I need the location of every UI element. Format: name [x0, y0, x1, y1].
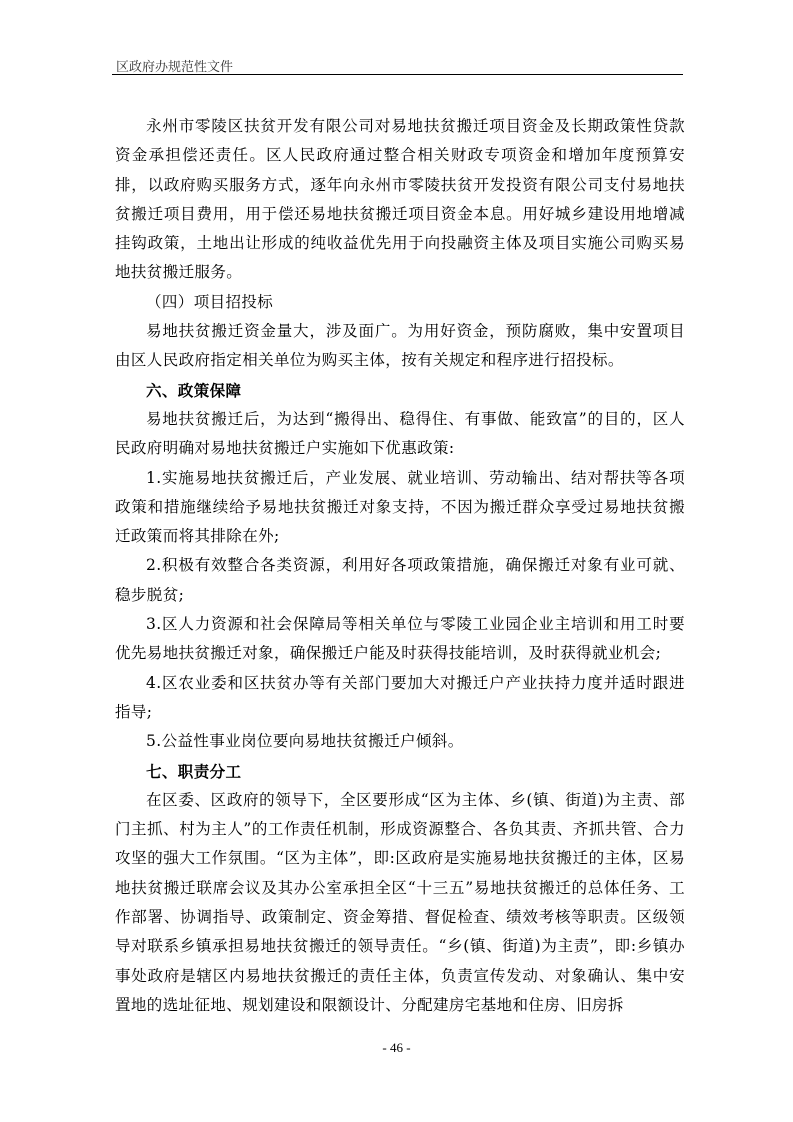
paragraph: 永州市零陵区扶贫开发有限公司对易地扶贫搬迁项目资金及长期政策性贷款资金承担偿还责任。区人民政府通过整合相关财政专项资金和增加年度预算安排，以政府购买服务方式，逐年向永州市零陵扶贫开发投资有限公司支付易地扶贫搬迁项目费用，用于偿还易地扶贫搬迁项目资金本息。用好城乡建设用地增减挂钩政策，土地出让形成的纯收益优先用于向投融资主体及项目实施公司购买易地扶贫搬迁服务。 — [115, 117, 685, 282]
page-number: - 46 - — [382, 1040, 411, 1055]
paragraph: 在区委、区政府的领导下，全区要形成“区为主体、乡(镇、街道)为主责、部门主抓、村为主人”的工作责任机制，形成资源整合、各负其责、齐抓共管、合力攻坚的强大工作氛围。“区为主体”，即:区政府是实施易地扶贫搬迁的主体，区易地扶贫搬迁联席会议及其办公室承担全区“十三五”易地扶贫搬迁的总体任务、工作部署、协调指导、政策制定、资金筹措、督促检查、绩效考核等职责。区级领导对联系乡镇承担易地扶贫搬迁的领导责任。“乡(镇、街道)为主责”，即:乡镇办事处政府是辖区内易地扶贫搬迁的责任主体，负责宣传发动、对象确认、集中安置地的选址征地、规划建设和限额设计、分配建房宅基地和住房、旧房拆 — [115, 790, 685, 1014]
list-item: 2.积极有效整合各类资源，利用好各项政策措施，确保搬迁对象有业可就、稳步脱贫; — [115, 556, 685, 604]
list-item: 1.实施易地扶贫搬迁后，产业发展、就业培训、劳动输出、结对帮扶等各项政策和措施继续给予易地扶贫搬迁对象支持，不因为搬迁群众享受过易地扶贫搬迁政策而将其排除在外; — [115, 468, 685, 546]
header-divider — [112, 74, 683, 75]
body-text — [115, 112, 685, 1020]
running-header: 区政府办规范性文件 — [116, 60, 234, 75]
section-heading: 七、职责分工 — [146, 761, 242, 781]
paragraph: 易地扶贫搬迁资金量大，涉及面广。为用好资金，预防腐败，集中安置项目由区人民政府指定相关单位为购买主体，按有关规定和程序进行招投标。 — [115, 322, 685, 370]
section-heading: 六、政策保障 — [146, 380, 242, 400]
paragraph: 易地扶贫搬迁后，为达到“搬得出、稳得住、有事做、能致富”的目的，区人民政府明确对易地扶贫搬迁户实施如下优惠政策: — [115, 409, 685, 458]
list-item: 3.区人力资源和社会保障局等相关单位与零陵工业园企业主培训和用工时要优先易地扶贫搬迁对象，确保搬迁户能及时获得技能培训，及时获得就业机会; — [115, 615, 685, 663]
section-heading: （四）项目招投标 — [146, 292, 274, 311]
list-item: 5.公益性事业岗位要向易地扶贫搬迁户倾斜。 — [146, 732, 464, 751]
list-item: 4.区农业委和区扶贫办等有关部门要加大对搬迁户产业扶持力度并适时跟进指导; — [115, 673, 685, 721]
